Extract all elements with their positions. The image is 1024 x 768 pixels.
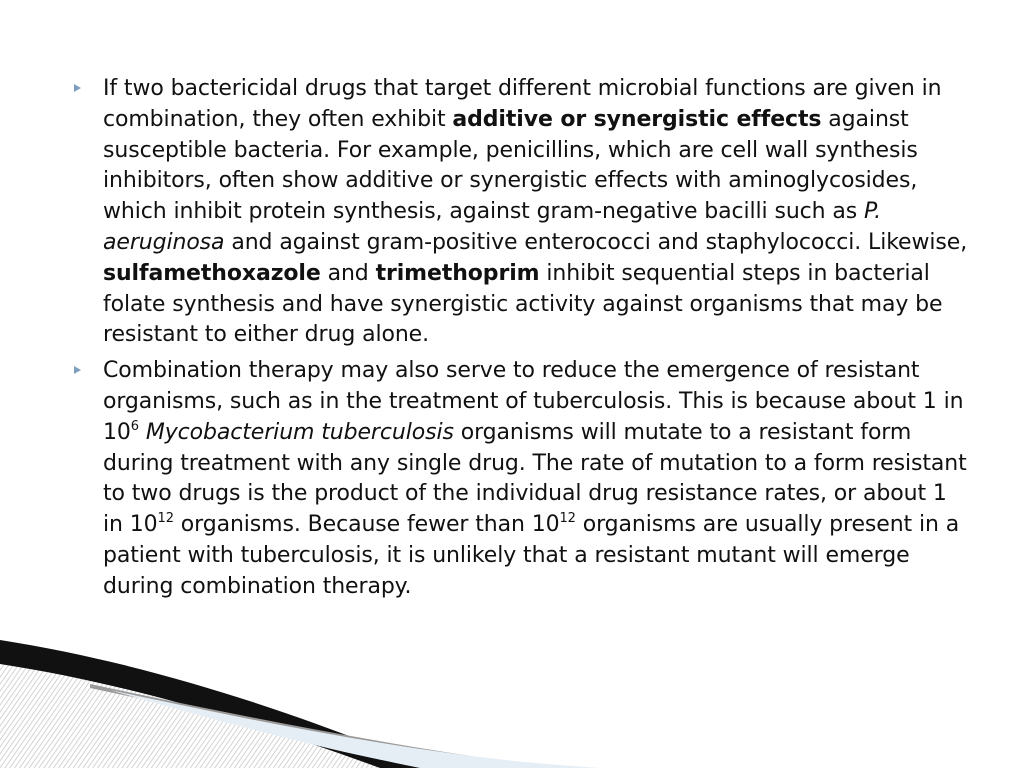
paragraph-text: [103, 358, 967, 599]
dark-swoosh: [0, 640, 430, 768]
text-segment-italic: Mycobacterium tuberculosis: [145, 419, 454, 445]
text-segment-bold: sulfamethoxazole: [103, 260, 321, 286]
text-segment-sup: 6: [130, 418, 139, 434]
bullet-paragraph-2: [72, 356, 972, 602]
paragraph-text: [103, 76, 967, 347]
thin-swoosh-line: [90, 684, 560, 768]
triangle-bullet-icon: [74, 366, 81, 374]
text-segment-normal: organisms will mutate to a resistant form during treatment with any single drug. The rate of mutation to a form resistant to two drugs is the product of the individual drug resistance rates, or about 1 in 10: [103, 419, 967, 538]
text-segment-sup: 12: [157, 511, 174, 527]
text-segment-normal: If two bactericidal drugs that target different microbial functions are given in combination, they often exhibit: [103, 76, 942, 132]
triangle-bullet-icon: [74, 84, 81, 92]
text-segment-italic: P. aeruginosa: [103, 199, 882, 255]
text-segment-normal: Combination therapy may also serve to reduce the emergence of resistant organisms, such as in the treatment of tuberculosis. This is because about 1 in 10: [103, 358, 964, 445]
text-segment-bold: trimethoprim: [375, 260, 540, 286]
text-segment-sup: 12: [559, 511, 576, 527]
bullet-paragraph-1: [72, 74, 972, 351]
slide-body: [72, 74, 972, 608]
text-segment-normal: inhibit sequential steps in bacterial folate synthesis and have synergistic activity against organisms that may be resistant to either drug alone.: [103, 260, 943, 348]
text-segment-normal: and against gram-positive enterococci and staphylococci. Likewise,: [224, 229, 968, 255]
pale-swoosh: [110, 690, 600, 768]
text-segment-normal: organisms are usually present in a patient with tuberculosis, it is unlikely that a resistant mutant will emerge during combination therapy.: [103, 512, 960, 599]
hatched-wedge: [0, 646, 420, 768]
text-segment-normal: and: [320, 260, 376, 286]
text-segment-normal: [139, 420, 146, 445]
text-segment-normal: against susceptible bacteria. For example, penicillins, which are cell wall synthesis inhibitors, often show additive or synergistic effects with aminoglycosides, which inhibit protein synthesis, against gram-negative bacilli such as: [103, 106, 918, 225]
text-segment-bold: additive or synergistic effects: [452, 106, 822, 132]
text-segment-normal: organisms. Because fewer than 10: [173, 512, 560, 538]
